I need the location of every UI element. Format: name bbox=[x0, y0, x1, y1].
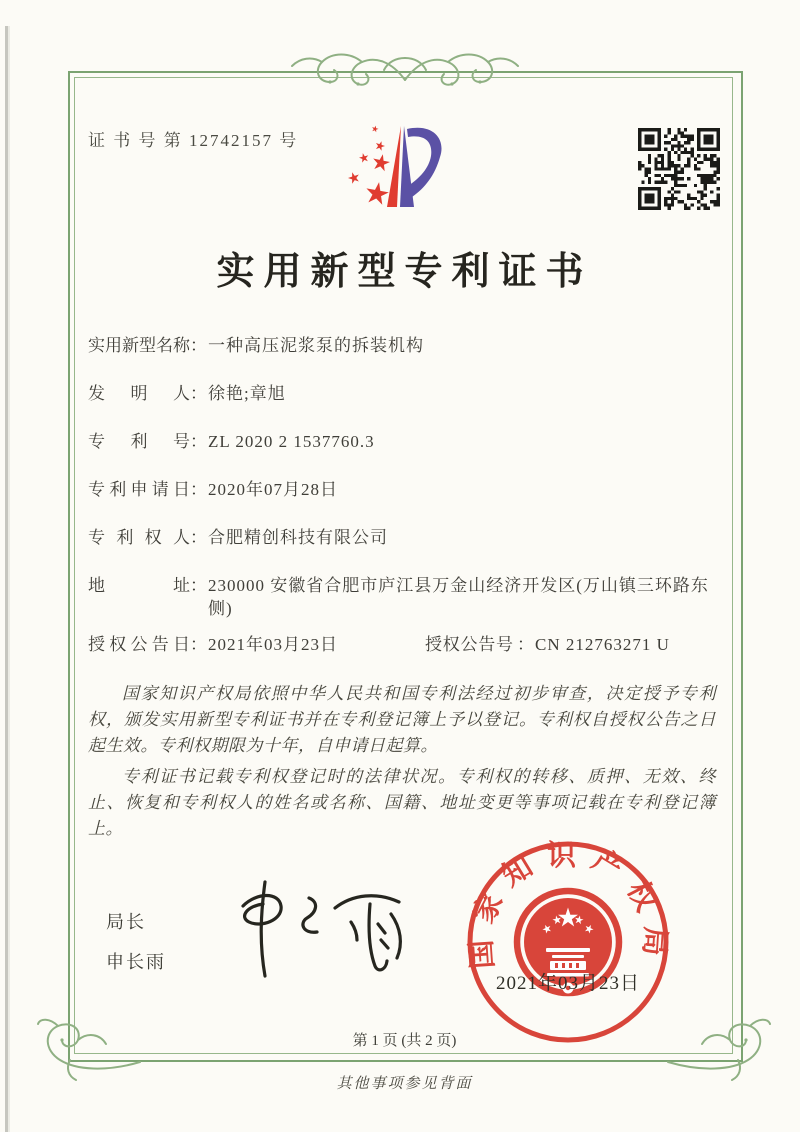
director-name: 申长雨 bbox=[106, 952, 166, 972]
field-label: 授权公告号 bbox=[425, 635, 513, 654]
field-value: ZL 2020 2 1537760.3 bbox=[208, 432, 375, 451]
director-block bbox=[106, 902, 166, 982]
field-colon: ： bbox=[190, 576, 207, 595]
certificate-number: 证 书 号 第 12742157 号 bbox=[88, 131, 299, 150]
field-colon: ： bbox=[190, 635, 207, 654]
field-label: 专利号 bbox=[88, 432, 190, 451]
field-value: CN 212763271 U bbox=[535, 635, 670, 654]
field-row-patent-number bbox=[88, 430, 716, 453]
logo-red-wedge bbox=[387, 126, 401, 207]
field-row-address bbox=[88, 574, 716, 620]
seal-text: 国家知识产权局 bbox=[464, 839, 672, 970]
director-signature bbox=[205, 876, 415, 981]
field-colon: ： bbox=[190, 384, 207, 403]
field-colon: ： bbox=[190, 336, 207, 355]
page-number: 第 1 页 (共 2 页) bbox=[352, 1033, 457, 1049]
field-value: 2020年07月28日 bbox=[208, 480, 338, 499]
field-label: 专利申请日 bbox=[88, 480, 190, 499]
field-value: 合肥精创科技有限公司 bbox=[208, 528, 388, 547]
field-label: 发明人 bbox=[88, 384, 190, 403]
scan-page-edge-light bbox=[8, 26, 10, 1132]
field-row-grant bbox=[88, 633, 716, 656]
director-title: 局长 bbox=[106, 912, 146, 932]
field-colon: ： bbox=[190, 432, 207, 451]
field-row-invention-name bbox=[88, 334, 716, 357]
logo-p-bowl bbox=[407, 128, 442, 197]
legal-paragraphs bbox=[88, 681, 716, 842]
field-value: 徐艳;章旭 bbox=[208, 384, 286, 403]
field-label: 授权公告日 bbox=[88, 635, 190, 654]
field-colon: ： bbox=[190, 528, 207, 547]
legal-paragraph-2: 专利证书记载专利权登记时的法律状况。专利权的转移、质押、无效、终止、恢复和专利权人的姓名或名称、国籍、地址变更等事项记载在专利登记簿上。 bbox=[88, 767, 716, 838]
field-value: 230000 安徽省合肥市庐江县万金山经济开发区(万山镇三环路东侧) bbox=[208, 576, 709, 618]
top-scroll-flourish-ornament bbox=[288, 48, 522, 102]
certificate-title: 实用新型专利证书 bbox=[216, 251, 593, 293]
logo-stars bbox=[347, 125, 392, 206]
field-row-inventor bbox=[88, 382, 716, 405]
field-colon: ： bbox=[190, 480, 207, 499]
seal-date: 2021年03月23日 bbox=[495, 973, 640, 994]
cnipa-official-seal bbox=[462, 836, 674, 1048]
certificate-fields bbox=[88, 334, 716, 847]
back-side-note: 其他事项参见背面 bbox=[336, 1076, 473, 1092]
field-label: 地址 bbox=[88, 576, 190, 595]
qr-code bbox=[638, 128, 720, 210]
field-label: 专利权人 bbox=[88, 528, 190, 547]
field-row-filing-date bbox=[88, 478, 716, 501]
field-label: 实用新型名称 bbox=[88, 336, 190, 355]
field-colon: ： bbox=[517, 635, 534, 654]
legal-paragraph-1: 国家知识产权局依照中华人民共和国专利法经过初步审查，决定授予专利权，颁发实用新型专利证书并在专利登记簿上予以登记。专利权自授权公告之日起生效。专利权期限为十年，自申请日起算。 bbox=[88, 684, 716, 755]
grant-number-pair bbox=[425, 633, 670, 656]
field-row-patentee bbox=[88, 526, 716, 549]
field-value: 2021年03月23日 bbox=[208, 635, 338, 654]
field-value: 一种高压泥浆泵的拆装机构 bbox=[208, 336, 424, 355]
cnipa-logo bbox=[330, 116, 450, 220]
